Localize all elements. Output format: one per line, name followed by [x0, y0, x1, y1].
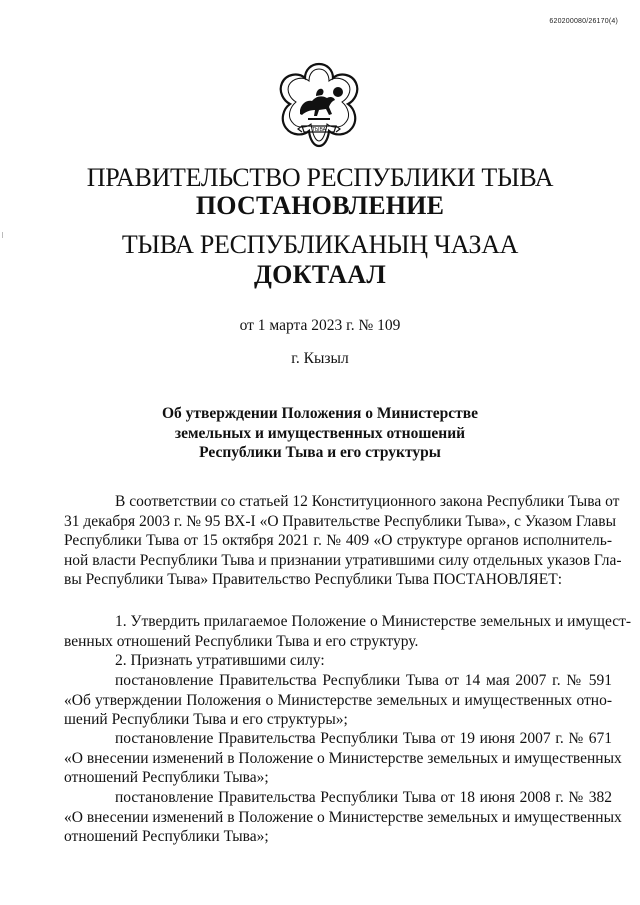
text-line: постановление Правительства Республики Тыва от 18 июня 2008 г. № 382 — [115, 789, 612, 806]
document-code: 620200080/26170(4) — [549, 18, 618, 25]
repeal-item-2 — [64, 729, 622, 788]
decree-city: г. Кызыл — [291, 350, 349, 367]
repeal-item-1 — [64, 671, 612, 730]
text-line: ной власти Республики Тыва и признании утратившими силу отдельных указов Гла- — [64, 551, 622, 569]
government-title-ru: ПРАВИТЕЛЬСТВО РЕСПУБЛИКИ ТЫВА — [86, 163, 554, 192]
decree-title-ru: ПОСТАНОВЛЕНИЕ — [195, 191, 445, 220]
text-line: «О внесении изменений в Положение о Министерстве земельных и имущественных — [64, 808, 622, 826]
text-line: вы Республики Тыва» Правительство Республики Тыва ПОСТАНОВЛЯЕТ: — [64, 571, 562, 588]
document-title — [0, 404, 640, 463]
text-line: Республики Тыва от 15 октября 2021 г. № 409 «О структуре органов исполнитель- — [64, 532, 612, 549]
text-line: В соответствии со статьей 12 Конституционного закона Республики Тыва от — [115, 493, 620, 510]
decree-title-tyv: ДОКТААЛ — [253, 260, 387, 289]
document-title-line: Об утверждении Положения о Министерстве — [161, 405, 479, 422]
document-title-line: Республики Тыва и его структуры — [199, 444, 441, 461]
text-line: постановление Правительства Республики Тыва от 14 мая 2007 г. № 591 — [115, 672, 612, 689]
coat-of-arms-emblem — [272, 58, 366, 152]
text-line: постановление Правительства Республики Тыва от 19 июня 2007 г. № 671 — [115, 730, 612, 747]
text-line: венных отношений Республики Тыва и его структуру. — [64, 632, 419, 650]
document-title-line: земельных и имущественных отношений — [174, 424, 466, 442]
text-line: 1. Утвердить прилагаемое Положение о Министерстве земельных и имущест- — [115, 613, 632, 630]
text-line: «О внесении изменений в Положение о Министерстве земельных и имущественных — [64, 749, 622, 767]
text-line: шений Республики Тыва и его структуры»; — [64, 711, 348, 728]
item-1-paragraph — [64, 612, 632, 651]
text-line: «Об утверждении Положения о Министерстве земельных и имущественных отно- — [64, 691, 612, 709]
text-line: отношений Республики Тыва»; — [64, 769, 269, 786]
text-line: 31 декабря 2003 г. № 95 ВХ-I «О Правительстве Республики Тыва», с Указом Главы — [64, 512, 617, 530]
text-line: отношений Республики Тыва»; — [64, 828, 269, 845]
repeal-item-3 — [64, 788, 622, 847]
decree-date-number: от 1 марта 2023 г. № 109 — [239, 317, 401, 334]
item-2-paragraph — [64, 651, 612, 671]
government-title-tyv: ТЫВА РЕСПУБЛИКАНЫҢ ЧАЗАА — [121, 230, 519, 259]
preamble-paragraph — [64, 492, 622, 590]
text-line: 2. Признать утратившими силу: — [115, 652, 325, 669]
svg-text:ТЫВА: ТЫВА — [312, 127, 326, 133]
